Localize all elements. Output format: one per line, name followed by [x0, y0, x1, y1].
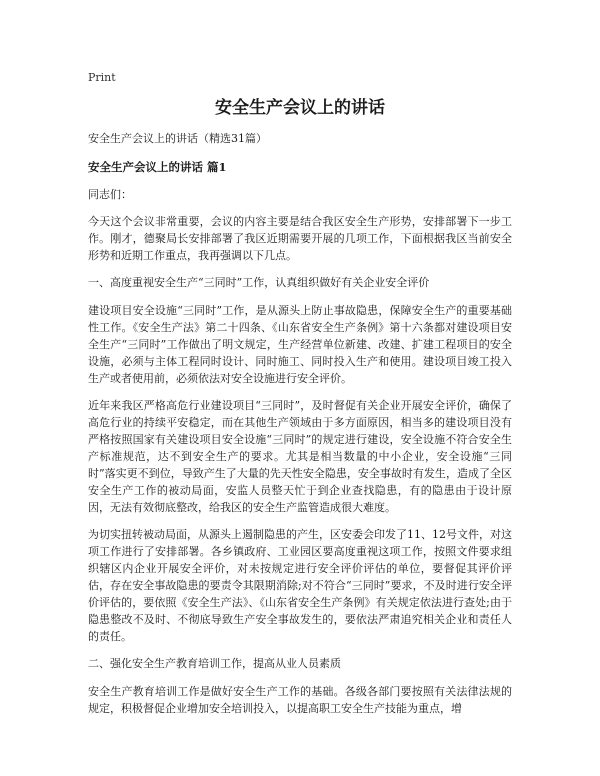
paragraph-intro: 今天这个会议非常重要，会议的内容主要是结合我区安全生产形势，安排部署下一步工作。刚才，德聚局长安排部署了我区近期需要开展的几项工作，下面根据我区当前安全形势和近期工作重点，我再强调以下几点。 [88, 215, 512, 262]
paragraph-three-simultaneous: 建设项目安全设施“三同时”工作，是从源头上防止事故隐患，保障安全生产的重要基础性工作。《安全生产法》第二十四条、《山东省安全生产条例》第十六条都对建设项目安全生产“三同时”工作做出了明文规定，生产经营单位新建、改建、扩建工程项目的安全设施，必须与主体工程同时设计、同时施工、同时投入生产和使用。建设项目竣工投入生产或者使用前，必须依法对安全设施进行安全评价。 [88, 304, 512, 385]
document-subtitle: 安全生产会议上的讲话（精选31篇） [88, 132, 267, 145]
print-label: Print [88, 71, 116, 84]
heading-two: 二、强化安全生产教育培训工作，提高从业人员素质 [88, 657, 341, 670]
heading-one: 一、高度重视安全生产“三同时”工作，认真组织做好有关企业安全评价 [88, 276, 430, 289]
document-title: 安全生产会议上的讲话 [215, 98, 385, 118]
section-title: 安全生产会议上的讲话 篇1 [88, 160, 227, 174]
paragraph-reverse-situation: 为切实扭转被动局面，从源头上遏制隐患的产生，区安委会印发了11、12号文件，对这项工作进行了安排部署。各乡镇政府、工业园区要高度重视这项工作，按照文件要求组织辖区内企业开展安全评价，对未按规定进行安全评价评估的单位，要督促其评价评估，存在安全事故隐患的要责令其限期消除;对不符合“三同时”要求，不及时进行安全评价评估的，要依照《安全生产法》、《山东省安全生产条例》有关规定依法进行查处;由于隐患整改不及时、不彻底导致生产安全事故发生的，要依法严肃追究相关企业和责任人的责任。 [88, 528, 512, 643]
paragraph-training: 安全生产教育培训工作是做好安全生产工作的基础。各级各部门要按照有关法律法规的规定，积极督促企业增加安全培训投入，以提高职工安全生产技能为重点，增 [88, 685, 512, 715]
paragraph-recent-years: 近年来我区严格高危行业建设项目“三同时”，及时督促有关企业开展安全评价，确保了高危行业的持续平安稳定，而在其他生产领域由于多方面原因，相当多的建设项目没有严格按照国家有关建设项目安全设施“三同时”的规定进行建设，安全设施不符合安全生产标准规范，达不到安全生产的要求。尤其是相当数量的中小企业，安全设施“三同时”落实更不到位，导致产生了大量的先天性安全隐患，安全事故时有发生，造成了全区安全生产工作的被动局面，安监人员整天忙于到企业查找隐患，有的隐患由于设计原因，无法有效彻底整改，给我区的安全生产监管造成很大难度。 [88, 399, 512, 514]
greeting: 同志们： [88, 188, 132, 201]
